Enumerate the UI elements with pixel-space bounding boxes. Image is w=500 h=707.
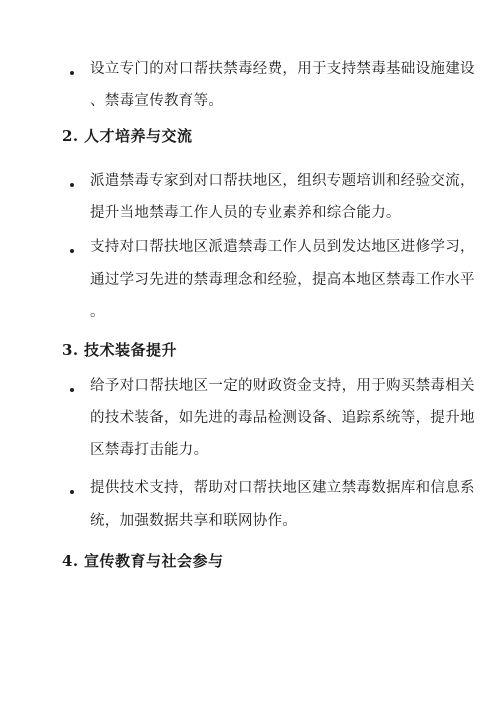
bullet-text-line: 给予对口帮扶地区一定的财政资金支持，用于购买禁毒相关: [90, 378, 475, 394]
bullet-dot-icon: [70, 388, 74, 392]
bullet-text-line: 、禁毒宣传教育等。: [90, 93, 224, 109]
bullet-text-line: 统，加强数据共享和联网协作。: [90, 513, 298, 529]
section-heading: [62, 127, 193, 145]
section-number: 3.: [62, 341, 79, 359]
section-title: 宣传教育与社会参与: [84, 552, 224, 570]
bullet-text-line: 派遣禁毒专家到对口帮扶地区，组织专题培训和经验交流，: [90, 173, 475, 189]
section-heading: [62, 341, 177, 359]
bullet-text-line: 区禁毒打击能力。: [90, 442, 209, 458]
bullet-text-line: 提升当地禁毒工作人员的专业素养和综合能力。: [90, 205, 401, 221]
bullet-text-line: 支持对口帮扶地区派遣禁毒工作人员到发达地区进修学习，: [90, 239, 475, 255]
bullet-text-line: 设立专门的对口帮扶禁毒经费，用于支持禁毒基础设施建设: [90, 61, 475, 77]
section-heading: [62, 552, 224, 570]
bullet-text-line: 提供技术支持，帮助对口帮扶地区建立禁毒数据库和信息系: [90, 480, 475, 496]
bullet-dot-icon: [70, 249, 74, 253]
bullet-text-line: 。: [90, 304, 105, 320]
bullet-text-line: 的技术装备，如先进的毒品检测设备、追踪系统等，提升地: [90, 410, 475, 426]
bullet-dot-icon: [70, 183, 74, 187]
section-title: 技术装备提升: [84, 341, 178, 359]
bullet-text-line: 通过学习先进的禁毒理念和经验，提高本地区禁毒工作水平: [90, 272, 475, 288]
bullet-dot-icon: [70, 490, 74, 494]
bullet-dot-icon: [70, 71, 74, 75]
section-number: 2.: [62, 127, 79, 145]
section-title: 人才培养与交流: [84, 127, 193, 145]
section-number: 4.: [62, 552, 79, 570]
